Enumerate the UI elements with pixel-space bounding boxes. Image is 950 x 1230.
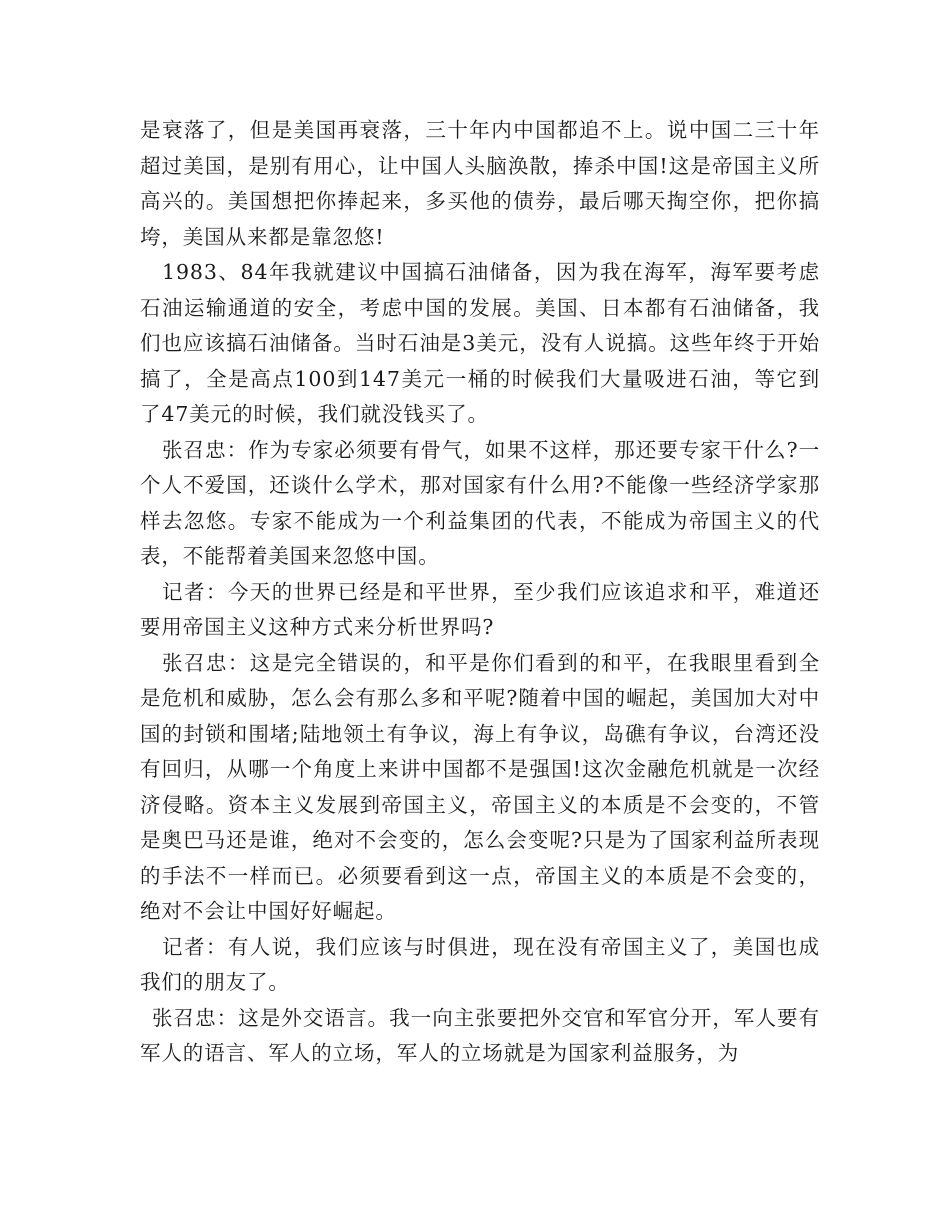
paragraph-5: 张召忠：这是完全错误的，和平是你们看到的和平，在我眼里看到全是危机和威胁，怎么会有那么多和平呢?随着中国的崛起，美国加大对中国的封锁和围堵;陆地领土有争议，海上有争议，岛礁有争议，台湾还没有回归，从哪一个角度上来讲中国都不是强国!这次金融危机就是一次经济侵略。资本主义发展到帝国主义，帝国主义的本质是不会变的，不管是奥巴马还是谁，绝对不会变的，怎么会变呢?只是为了国家利益所表现的手法不一样而已。必须要看到这一点，帝国主义的本质是不会变的，绝对不会让中国好好崛起。 bbox=[140, 650, 820, 923]
paragraph-3: 张召忠：作为专家必须要有骨气，如果不这样，那还要专家干什么?一个人不爱国，还谈什么学术，那对国家有什么用?不能像一些经济学家那样去忽悠。专家不能成为一个利益集团的代表，不能成为帝国主义的代表，不能帮着美国来忽悠中国。 bbox=[140, 437, 820, 568]
paragraph-7: 张召忠：这是外交语言。我一向主张要把外交官和军官分开，军人要有军人的语言、军人的立场，军人的立场就是为国家利益服务，为 bbox=[140, 1005, 820, 1065]
paragraph-4: 记者：今天的世界已经是和平世界，至少我们应该追求和平，难道还要用帝国主义这种方式来分析世界吗? bbox=[140, 579, 820, 639]
paragraph-1: 是衰落了，但是美国再衰落，三十年内中国都追不上。说中国二三十年超过美国，是别有用心，让中国人头脑涣散，捧杀中国!这是帝国主义所高兴的。美国想把你捧起来，多买他的债券，最后哪天掏空你，把你搞垮，美国从来都是靠忽悠! bbox=[140, 118, 820, 249]
document-body bbox=[140, 113, 820, 1072]
paragraph-6: 记者：有人说，我们应该与时俱进，现在没有帝国主义了，美国也成我们的朋友了。 bbox=[140, 934, 820, 994]
paragraph-2: 1983、84年我就建议中国搞石油储备，因为我在海军，海军要考虑石油运输通道的安全，考虑中国的发展。美国、日本都有石油储备，我们也应该搞石油储备。当时石油是3美元，没有人说搞。这些年终于开始搞了，全是高点100到147美元一桶的时候我们大量吸进石油，等它到了47美元的时候，我们就没钱买了。 bbox=[140, 260, 820, 426]
